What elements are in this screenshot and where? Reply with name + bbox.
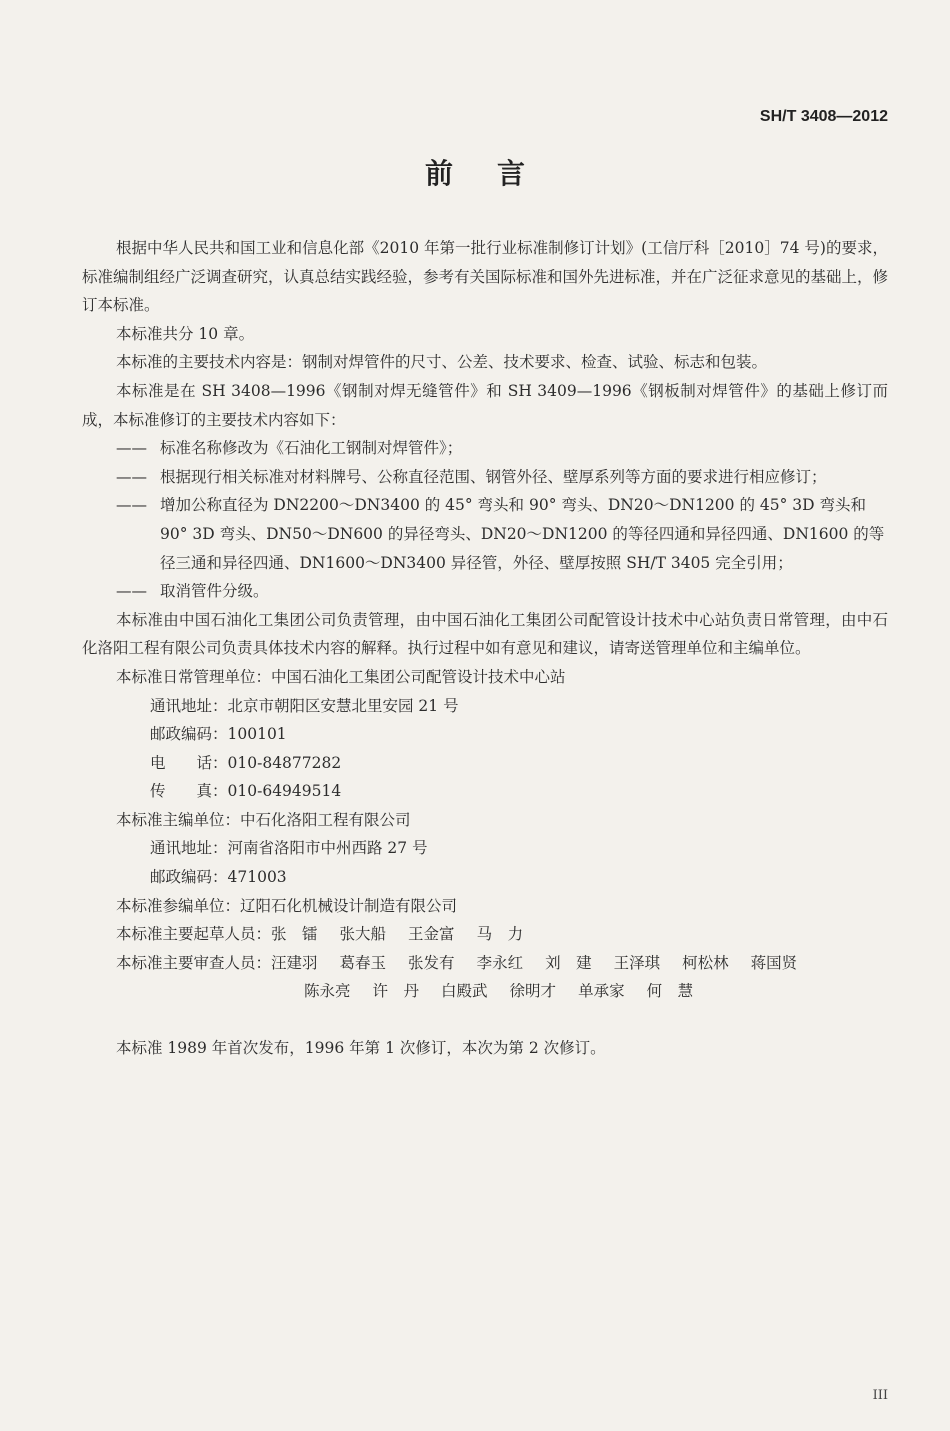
reviewer-name: 许 丹	[372, 982, 420, 1001]
dash-mark: ——	[116, 439, 147, 458]
admin-unit: 本标准日常管理单位：中国石油化工集团公司配管设计技术中心站	[116, 667, 566, 686]
standard-code: SH/T 3408—2012	[759, 108, 888, 125]
drafter-name: 王金富	[408, 925, 455, 944]
change-text: 取消管件分级。	[160, 582, 269, 601]
reviewer-name: 单承家	[578, 982, 625, 1001]
admin-phone	[82, 749, 888, 778]
dash-mark: ——	[116, 496, 147, 515]
change-text: 增加公称直径为 DN2200～DN3400 的 45° 弯头和 90° 弯头、DN20～DN1200 的 45° 3D 弯头和 90° 3D 弯头、DN50～DN600 的异径弯头、DN20～DN1200 的等径四通和异径四通、DN1600 的等径三通和异径四通、DN1600～DN3400 异径管，外径、壁厚按照 SH/T 3405 完全引用；	[160, 496, 885, 572]
fax-number: 010-64949514	[227, 782, 342, 801]
phone-number: 010-84877282	[227, 753, 342, 772]
paragraph-history: 本标准 1989 年首次发布，1996 年第 1 次修订，本次为第 2 次修订。	[116, 1039, 606, 1058]
reviewer-name: 蒋国贤	[750, 953, 798, 972]
admin-address: 通讯地址：北京市朝阳区安慧北里安园 21 号	[150, 696, 459, 715]
page-title: 前言	[424, 157, 569, 190]
drafters-names	[271, 920, 545, 949]
reviewers-names-continued	[82, 977, 888, 1006]
reviewers-label: 本标准主要审查人员：	[116, 953, 272, 972]
admin-fax	[82, 777, 888, 806]
reviewers-names	[271, 949, 819, 978]
change-text: 根据现行相关标准对材料牌号、公称直径范围、钢管外径、壁厚系列等方面的要求进行相应修订；	[160, 467, 827, 486]
page-number: III	[872, 1388, 888, 1403]
paragraph-management: 本标准由中国石油化工集团公司负责管理，由中国石油化工集团公司配管设计技术中心站负责日常管理，由中石化洛阳工程有限公司负责具体技术内容的解释。执行过程中如有意见和建议，请寄送管理单位和主编单位。	[82, 610, 888, 658]
reviewer-name: 白殿武	[441, 982, 488, 1001]
paragraph-chapters: 本标准共分 10 章。	[116, 324, 255, 343]
foreword-body	[82, 234, 888, 1063]
drafter-name: 马 力	[476, 925, 524, 944]
admin-postcode: 邮政编码：100101	[150, 725, 287, 744]
change-item	[82, 463, 888, 492]
dash-mark: ——	[116, 467, 147, 486]
reviewer-name: 李永红	[476, 953, 524, 972]
phone-label: 电 话：	[150, 753, 228, 772]
spacer	[82, 1006, 888, 1034]
drafters-row	[82, 920, 888, 949]
paragraph-revision: 本标准是在 SH 3408—1996《钢制对焊无缝管件》和 SH 3409—1996《钢板制对焊管件》的基础上修订而成，本标准修订的主要技术内容如下：	[82, 381, 888, 429]
paragraph-main-content: 本标准的主要技术内容是：钢制对焊管件的尺寸、公差、技术要求、检查、试验、标志和包装。	[116, 353, 768, 372]
change-item	[82, 434, 888, 463]
reviewers-row	[82, 949, 888, 978]
reviewer-name: 陈永亮	[304, 982, 351, 1001]
drafter-name: 张大船	[339, 925, 387, 944]
chief-editor-postcode: 邮政编码：471003	[150, 868, 287, 887]
paragraph-basis: 根据中华人民共和国工业和信息化部《2010 年第一批行业标准制修订计划》(工信厅科［2010］74 号)的要求，标准编制组经广泛调查研究，认真总结实践经验，参考有关国际标准和国外先进标准，并在广泛征求意见的基础上，修订本标准。	[82, 239, 889, 315]
reviewer-name: 何 慧	[646, 982, 694, 1001]
change-item	[82, 491, 888, 577]
chief-editor-address: 通讯地址：河南省洛阳市中州西路 27 号	[150, 839, 428, 858]
change-text: 标准名称修改为《石油化工钢制对焊管件》；	[160, 439, 463, 458]
chief-editor-unit: 本标准主编单位：中石化洛阳工程有限公司	[116, 810, 411, 829]
drafter-name: 张 镭	[271, 925, 318, 944]
dash-mark: ——	[116, 582, 147, 601]
reviewer-name: 刘 建	[545, 953, 592, 972]
reviewer-name: 柯松林	[682, 953, 729, 972]
co-editor-unit: 本标准参编单位：辽阳石化机械设计制造有限公司	[116, 896, 458, 915]
reviewer-name: 徐明才	[509, 982, 557, 1001]
fax-label: 传 真：	[150, 782, 228, 801]
drafters-label: 本标准主要起草人员：	[116, 925, 272, 944]
change-item	[82, 577, 888, 606]
reviewer-name: 张发有	[408, 953, 455, 972]
reviewer-name: 葛春玉	[339, 953, 387, 972]
reviewer-name: 王泽琪	[613, 953, 661, 972]
reviewer-name: 汪建羽	[271, 953, 318, 972]
